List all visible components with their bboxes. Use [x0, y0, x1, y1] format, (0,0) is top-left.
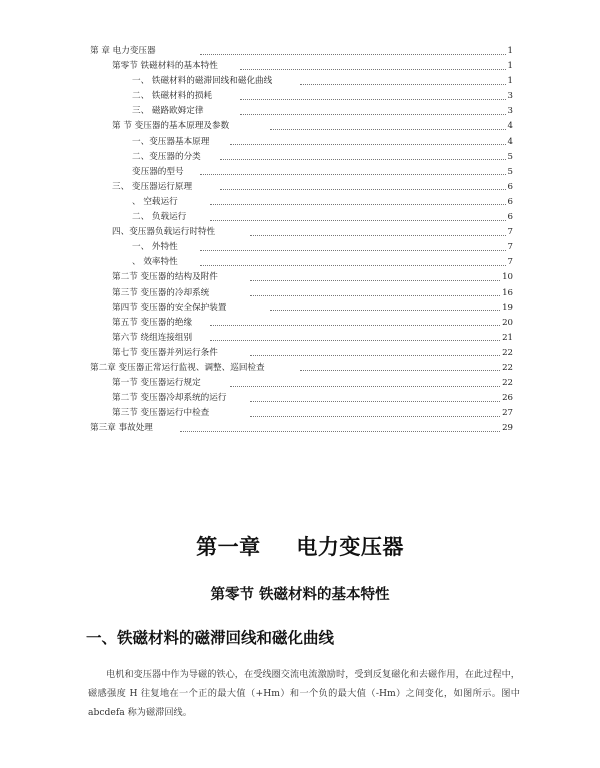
toc-entry-title: 第七节 变压器并列运行条件: [112, 346, 220, 361]
toc-page-number: 5: [506, 150, 513, 165]
toc-leader-dots: [240, 69, 510, 70]
toc-entry-title: 第 节 变压器的基本原理及参数: [112, 119, 231, 134]
toc-entry-title: 第 章 电力变压器: [90, 44, 158, 59]
toc-leader-dots: [200, 250, 510, 251]
toc-entry[interactable]: [0, 119, 600, 134]
toc-entry-title: 第三章 事故处理: [90, 421, 155, 436]
toc-entry[interactable]: [0, 406, 600, 421]
toc-leader-dots: [220, 189, 510, 190]
toc-entry-title: 四、变压器负载运行时特性: [112, 225, 217, 240]
section-title: 第零节 铁磁材料的基本特性: [210, 587, 390, 603]
toc-entry-title: 二、变压器的分类: [132, 150, 203, 165]
toc-page-number: 1: [506, 44, 513, 59]
toc-entry[interactable]: [0, 104, 600, 119]
toc-leader-dots: [200, 174, 510, 175]
toc-entry[interactable]: [0, 165, 600, 180]
toc-leader-dots: [250, 295, 510, 296]
toc-entry[interactable]: [0, 180, 600, 195]
toc-entry[interactable]: [0, 44, 600, 59]
toc-entry[interactable]: [0, 135, 600, 150]
toc-leader-dots: [240, 99, 510, 100]
toc-page-number: 19: [500, 301, 513, 316]
toc-entry[interactable]: [0, 286, 600, 301]
toc-page-number: 26: [500, 391, 513, 406]
toc-entry[interactable]: [0, 255, 600, 270]
toc-entry-title: 第四节 变压器的安全保护装置: [112, 301, 228, 316]
toc-entry-title: 一、 外特性: [132, 240, 180, 255]
toc-entry[interactable]: [0, 421, 600, 436]
toc-entry[interactable]: [0, 74, 600, 89]
toc-entry-title: 第三节 变压器的冷却系统: [112, 286, 211, 301]
subsection-title: 一、铁磁材料的磁滞回线和磁化曲线: [86, 629, 335, 647]
toc-entry[interactable]: [0, 150, 600, 165]
toc-entry-title: 三、 变压器运行原理: [112, 180, 194, 195]
toc-leader-dots: [250, 235, 510, 236]
toc-entry-title: 第二章 变压器正常运行监视、调整、巡回检查: [90, 361, 267, 376]
toc-page-number: 6: [506, 180, 513, 195]
toc-page-number: 4: [506, 135, 513, 150]
toc-page-number: 16: [500, 286, 513, 301]
toc-page-number: 22: [500, 361, 513, 376]
toc-page-number: 7: [506, 255, 513, 270]
toc-entry[interactable]: [0, 225, 600, 240]
toc-entry-title: 、 效率特性: [132, 255, 180, 270]
toc-page-number: 5: [506, 165, 513, 180]
toc-leader-dots: [200, 265, 510, 266]
toc-page-number: 3: [506, 104, 513, 119]
toc-page-number: 20: [500, 316, 513, 331]
toc-entry-title: 二、 铁磁材料的损耗: [132, 89, 214, 104]
toc-entry[interactable]: [0, 316, 600, 331]
toc-entry[interactable]: [0, 195, 600, 210]
toc-page-number: 1: [506, 74, 513, 89]
toc-page-number: 6: [506, 210, 513, 225]
toc-leader-dots: [270, 129, 510, 130]
toc-entry[interactable]: [0, 59, 600, 74]
toc-leader-dots: [250, 416, 510, 417]
table-of-contents: [0, 44, 600, 436]
toc-entry-title: 三、 磁路欧姆定律: [132, 104, 205, 119]
toc-entry[interactable]: [0, 376, 600, 391]
toc-leader-dots: [240, 114, 510, 115]
toc-entry-title: 第三节 变压器运行中检查: [112, 406, 211, 421]
toc-page-number: 21: [500, 331, 513, 346]
toc-page-number: 22: [500, 346, 513, 361]
toc-entry[interactable]: [0, 301, 600, 316]
toc-page-number: 7: [506, 225, 513, 240]
toc-page-number: 7: [506, 240, 513, 255]
toc-entry-title: 第二节 变压器冷却系统的运行: [112, 391, 228, 406]
toc-entry-title: 一、变压器基本原理: [132, 135, 211, 150]
toc-entry[interactable]: [0, 391, 600, 406]
toc-page-number: 22: [500, 376, 513, 391]
toc-page-number: 27: [500, 406, 513, 421]
toc-page-number: 6: [506, 195, 513, 210]
toc-leader-dots: [230, 144, 510, 145]
toc-leader-dots: [210, 204, 510, 205]
toc-entry[interactable]: [0, 89, 600, 104]
toc-page-number: 10: [500, 270, 513, 285]
toc-entry-title: 第六节 绕组连接组别: [112, 331, 194, 346]
toc-entry[interactable]: [0, 331, 600, 346]
toc-leader-dots: [210, 340, 510, 341]
toc-entry-title: 一、 铁磁材料的磁滞回线和磁化曲线: [132, 74, 274, 89]
toc-leader-dots: [250, 355, 510, 356]
toc-entry[interactable]: [0, 346, 600, 361]
toc-page-number: 3: [506, 89, 513, 104]
toc-leader-dots: [300, 84, 510, 85]
toc-leader-dots: [220, 159, 510, 160]
toc-entry-title: 第二节 变压器的结构及附件: [112, 270, 220, 285]
toc-entry-title: 第五节 变压器的绝缘: [112, 316, 194, 331]
toc-page-number: 1: [506, 59, 513, 74]
toc-leader-dots: [210, 325, 510, 326]
toc-entry[interactable]: [0, 240, 600, 255]
toc-leader-dots: [200, 54, 510, 55]
body-paragraph: 电机和变压器中作为导磁的铁心，在受线圈交流电流激励时，受到反复磁化和去磁作用，在此过程中，磁感强度 H 往复地在一个正的最大值（+Hm）和一个负的最大值（-Hm）之间变化，如图所示。图中 abcdefa 称为磁滞回线。: [88, 669, 520, 718]
chapter-title: 第一章 电力变压器: [196, 535, 404, 559]
toc-leader-dots: [210, 220, 510, 221]
toc-leader-dots: [300, 370, 510, 371]
toc-entry[interactable]: [0, 361, 600, 376]
toc-leader-dots: [250, 280, 510, 281]
toc-entry[interactable]: [0, 210, 600, 225]
toc-entry-title: 变压器的型号: [132, 165, 186, 180]
toc-leader-dots: [180, 431, 510, 432]
toc-entry[interactable]: [0, 270, 600, 285]
toc-entry-title: 二、 负载运行: [132, 210, 188, 225]
toc-entry-title: 第零节 铁磁材料的基本特性: [112, 59, 220, 74]
toc-leader-dots: [250, 401, 510, 402]
toc-page-number: 4: [506, 119, 513, 134]
toc-page-number: 29: [500, 421, 513, 436]
toc-entry-title: 、 空载运行: [132, 195, 180, 210]
toc-leader-dots: [230, 386, 510, 387]
toc-leader-dots: [270, 310, 510, 311]
toc-entry-title: 第一节 变压器运行规定: [112, 376, 203, 391]
